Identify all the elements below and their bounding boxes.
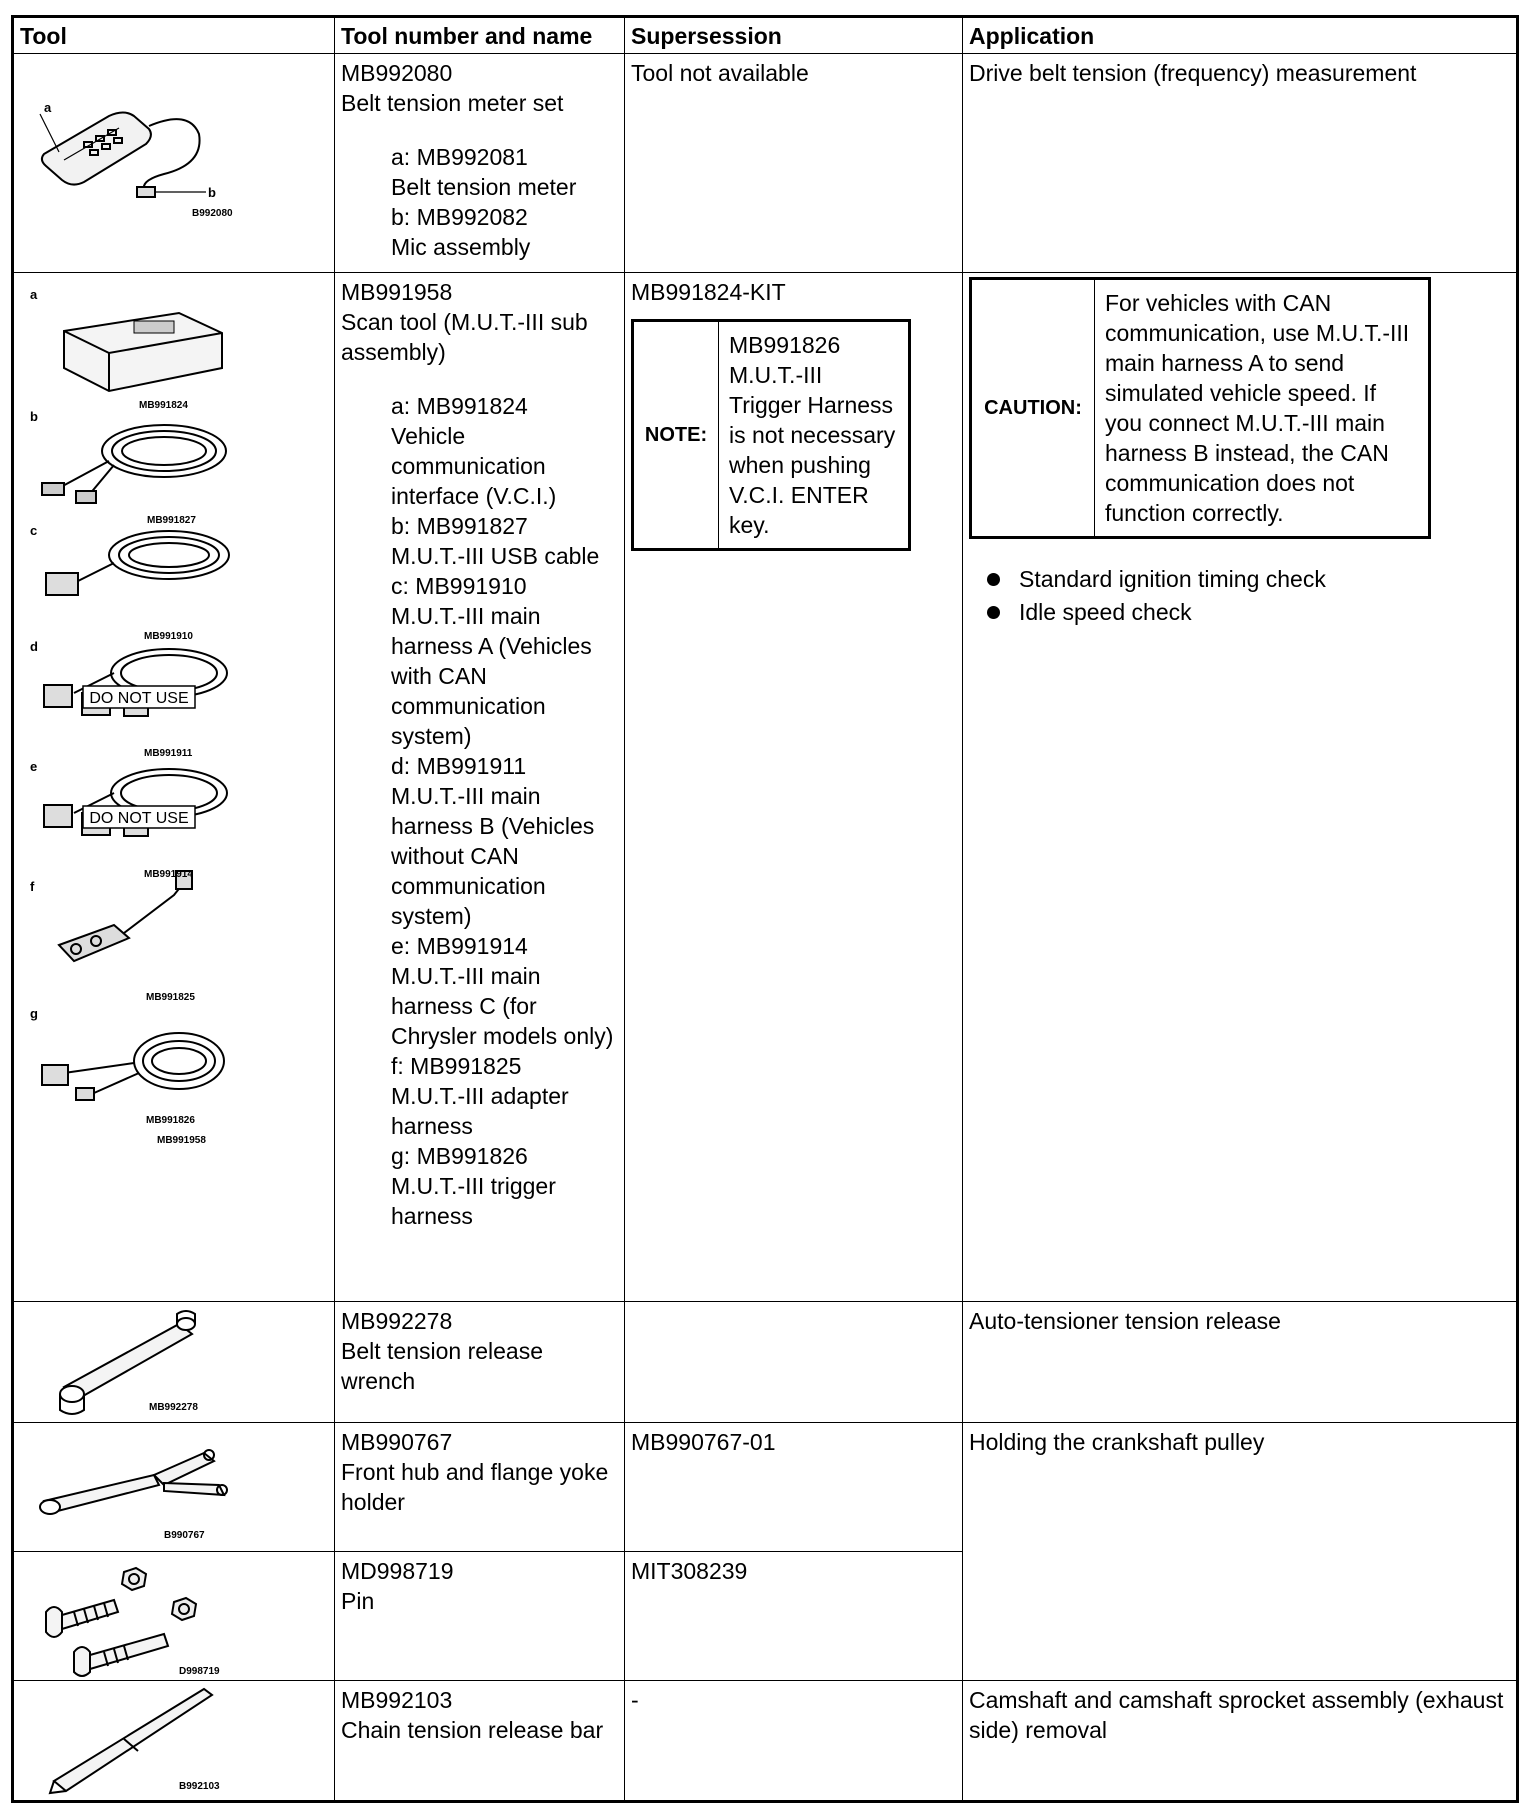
- figure-code: MB991910: [144, 631, 193, 642]
- sub-item: M.U.T.-III USB cable: [391, 543, 600, 569]
- table-row: [13, 1423, 1518, 1552]
- figure-code: MB991826: [146, 1115, 195, 1126]
- sub-item: M.U.T.-III trigger harness: [391, 1173, 556, 1229]
- tool-number-name-cell: [335, 1302, 625, 1423]
- sub-item: a: MB992081: [391, 144, 528, 170]
- figure-letter: a: [30, 287, 38, 302]
- chain-tension-bar-illustration: [14, 1681, 334, 1800]
- figure-letter: e: [30, 759, 38, 774]
- sub-item: g: MB991826: [391, 1143, 528, 1169]
- tool-figure-cell: [13, 1302, 335, 1423]
- figure-letter: d: [30, 639, 38, 654]
- table-row: [13, 1681, 1518, 1802]
- special-tools-table: [11, 15, 1519, 1803]
- sub-item: f: MB991825: [391, 1053, 522, 1079]
- figure-letter: b: [30, 409, 38, 424]
- application-cell: [963, 273, 1518, 1302]
- sub-item: M.U.T.-III main harness B (Vehicles without CAN communication system): [391, 783, 595, 929]
- header-row: [13, 17, 1518, 54]
- tool-number: MB992103: [341, 1687, 453, 1713]
- figure-code: B990767: [164, 1530, 205, 1541]
- sub-items: [341, 142, 618, 262]
- tool-figure-cell: [13, 1552, 335, 1681]
- supersession-cell: -: [625, 1681, 963, 1802]
- figure-code: D998719: [179, 1666, 220, 1677]
- tool-number: MB991958: [341, 279, 453, 305]
- caution-label: CAUTION:: [971, 279, 1095, 538]
- sub-item: Mic assembly: [391, 234, 531, 260]
- tool-figure-cell: [13, 54, 335, 273]
- figure-code: B992080: [192, 208, 233, 219]
- supersession-cell: [625, 1302, 963, 1423]
- do-not-use-tag: DO NOT USE: [89, 810, 189, 827]
- sub-item: b: MB992082: [391, 204, 528, 230]
- figure-letter: c: [30, 523, 38, 538]
- tool-name: Front hub and flange yoke holder: [341, 1459, 609, 1515]
- yoke-holder-illustration: [14, 1423, 334, 1550]
- tool-number: MB992278: [341, 1308, 453, 1334]
- supersession-cell: MB990767-01: [625, 1423, 963, 1552]
- application-cell: Holding the crankshaft pulley: [963, 1423, 1518, 1681]
- bullet-text: Standard ignition timing check: [1019, 566, 1326, 592]
- sub-item: M.U.T.-III adapter harness: [391, 1083, 569, 1139]
- do-not-use-tag: DO NOT USE: [89, 690, 189, 707]
- tool-number-name-cell: [335, 54, 625, 273]
- tool-name: Pin: [341, 1588, 375, 1614]
- header-tool: Tool: [13, 17, 335, 54]
- figure-code: MB991824: [139, 400, 188, 411]
- tool-number-name-cell: [335, 1552, 625, 1681]
- caution-text: For vehicles with CAN communication, use M.U.T.-III main harness A to send simulated vehicle speed. If you connect M.U.T.-III main harness B instead, the CAN communication does not function correctly.: [1105, 290, 1410, 526]
- tool-number: MD998719: [341, 1558, 454, 1584]
- tool-name: Chain tension release bar: [341, 1717, 604, 1743]
- figure-code: MB991825: [146, 992, 195, 1003]
- tool-name: Belt tension release wrench: [341, 1338, 544, 1394]
- sub-item: b: MB991827: [391, 513, 528, 539]
- tool-number-name-cell: [335, 273, 625, 1302]
- list-item: [969, 596, 1510, 629]
- bullet-icon: [987, 573, 1000, 586]
- sub-item: d: MB991911: [391, 753, 527, 779]
- sub-item: M.U.T.-III main harness C (for Chrysler models only): [391, 963, 614, 1049]
- sub-item: a: MB991824: [391, 393, 528, 419]
- figure-letter: f: [30, 879, 35, 894]
- tool-name: Belt tension meter set: [341, 90, 564, 116]
- tool-number: MB992080: [341, 60, 453, 86]
- table-row: [13, 54, 1518, 273]
- wrench-illustration: [14, 1302, 334, 1421]
- table-row: [13, 1302, 1518, 1423]
- header-supersession: Supersession: [625, 17, 963, 54]
- header-application: Application: [963, 17, 1518, 54]
- application-cell: Drive belt tension (frequency) measurement: [963, 54, 1518, 273]
- supersession-cell: [625, 273, 963, 1302]
- supersession-cell: Tool not available: [625, 54, 963, 273]
- note-box: [631, 319, 911, 551]
- sub-item: Vehicle communication interface (V.C.I.): [391, 423, 557, 509]
- application-cell: Camshaft and camshaft sprocket assembly (exhaust side) removal: [963, 1681, 1518, 1802]
- scan-tool-illustration: [14, 273, 334, 1300]
- belt-tension-meter-illustration: [14, 54, 334, 271]
- sub-item: c: MB991910: [391, 573, 527, 599]
- sub-items: [341, 391, 618, 1231]
- figure-code: MB991958: [157, 1135, 206, 1146]
- tool-figure-cell: [13, 1423, 335, 1552]
- figure-letter: b: [208, 185, 216, 200]
- header-tool-number-name: Tool number and name: [335, 17, 625, 54]
- sub-item: e: MB991914: [391, 933, 528, 959]
- supersession-cell: MIT308239: [625, 1552, 963, 1681]
- tool-name: Scan tool (M.U.T.-III sub assembly): [341, 309, 588, 365]
- figure-code: MB991911: [144, 748, 193, 759]
- figure-letter: a: [44, 100, 52, 115]
- bullet-icon: [987, 606, 1000, 619]
- sub-item: M.U.T.-III main harness A (Vehicles with CAN communication system): [391, 603, 592, 749]
- list-item: [969, 563, 1510, 596]
- bullet-text: Idle speed check: [1019, 599, 1192, 625]
- caution-box: [969, 277, 1431, 539]
- application-bullets: [969, 563, 1510, 629]
- tool-number: MB990767: [341, 1429, 453, 1455]
- figure-letter: g: [30, 1006, 38, 1021]
- tool-number-name-cell: [335, 1423, 625, 1552]
- tool-figure-cell: [13, 1681, 335, 1802]
- note-text: MB991826 M.U.T.-III Trigger Harness is not necessary when pushing V.C.I. ENTER key.: [729, 332, 896, 538]
- figure-code: MB992278: [149, 1402, 198, 1413]
- tool-figure-cell: [13, 273, 335, 1302]
- pin-illustration: [14, 1552, 334, 1679]
- figure-code: MB991914: [144, 869, 193, 880]
- note-label: NOTE:: [633, 321, 719, 550]
- figure-code: MB991827: [147, 515, 196, 526]
- table-row: [13, 273, 1518, 1302]
- sub-item: Belt tension meter: [391, 174, 577, 200]
- supersession-value: MB991824-KIT: [631, 279, 786, 305]
- application-cell: Auto-tensioner tension release: [963, 1302, 1518, 1423]
- tool-number-name-cell: [335, 1681, 625, 1802]
- figure-code: B992103: [179, 1781, 220, 1792]
